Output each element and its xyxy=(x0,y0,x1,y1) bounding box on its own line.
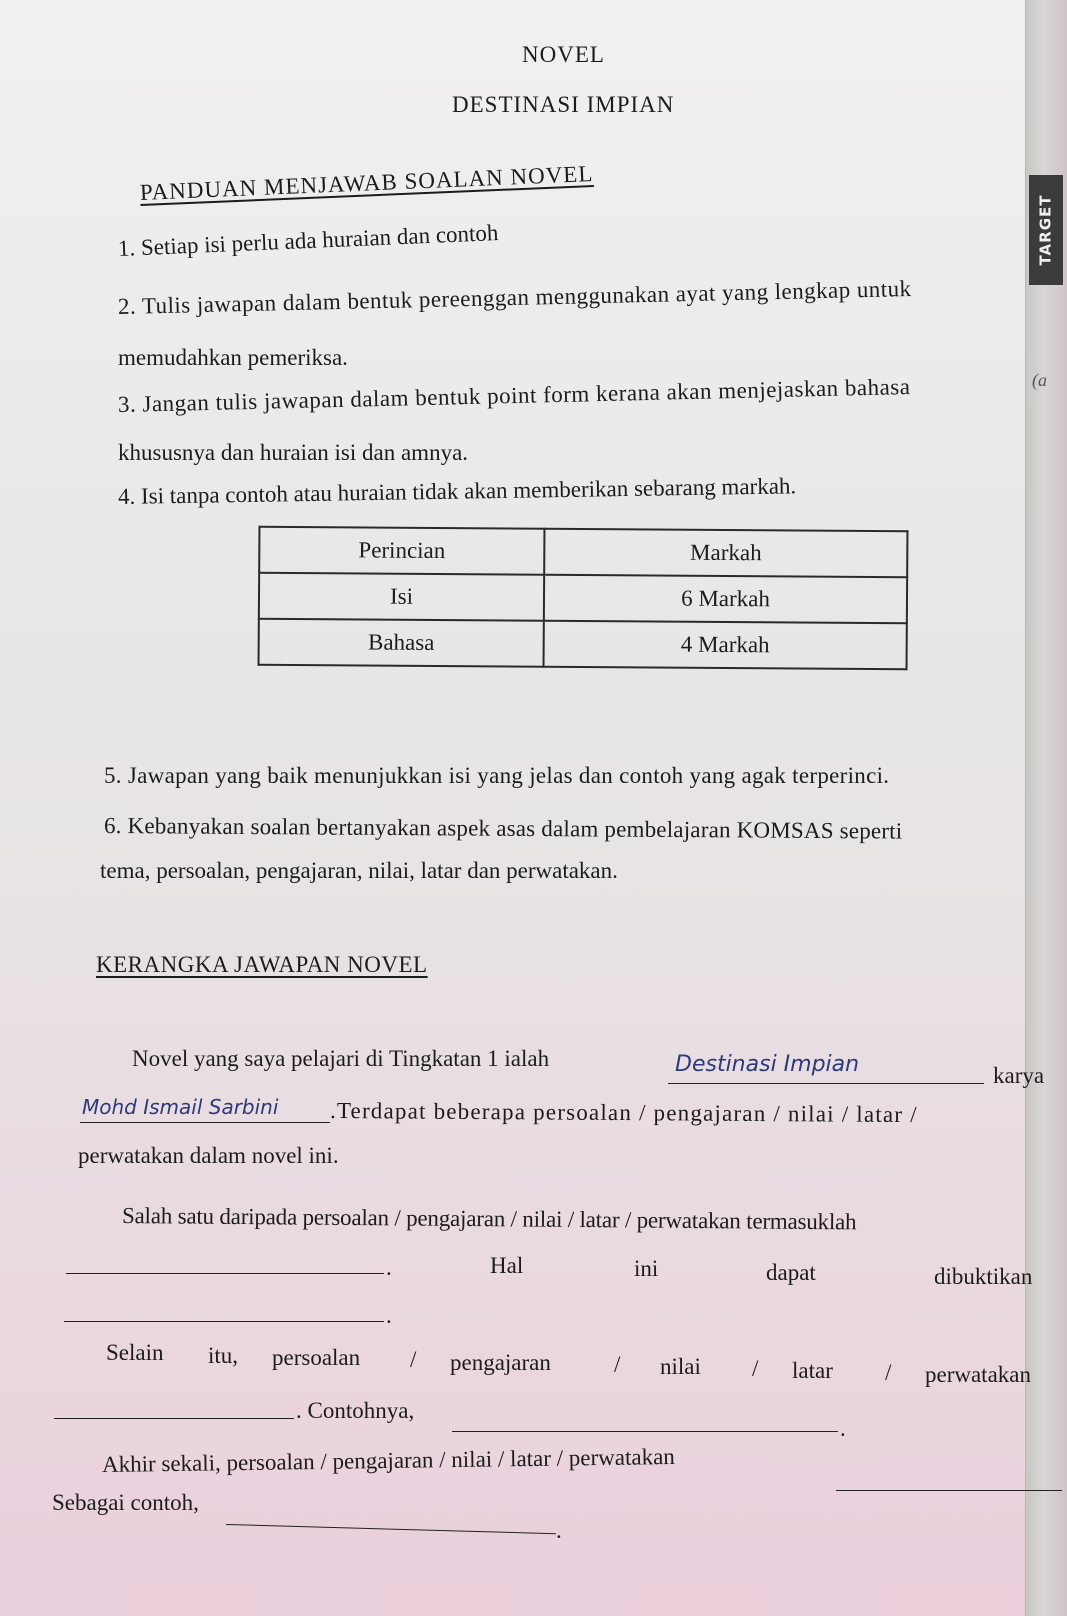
slash: / xyxy=(885,1360,892,1385)
slash: / xyxy=(614,1352,621,1377)
guide-item-2-cont: memudahkan pemeriksa. xyxy=(118,345,348,370)
margin-mark: (a xyxy=(1032,370,1047,390)
table-cell: Isi xyxy=(259,573,544,621)
table-header-markah: Markah xyxy=(544,529,907,578)
blank-p2-1 xyxy=(66,1273,384,1274)
framework-p4-start: Akhir sekali, persoalan / pengajaran / nilai / latar / perwatakan xyxy=(101,1444,675,1477)
page-subtitle: DESTINASI IMPIAN xyxy=(452,92,675,117)
table-cell: 6 Markah xyxy=(544,575,907,624)
framework-p3-pengajaran: pengajaran xyxy=(450,1350,551,1375)
guide-heading: PANDUAN MENJAWAB SOALAN NOVEL xyxy=(139,161,594,205)
table-cell: 4 Markah xyxy=(544,621,907,670)
dot: . xyxy=(386,1255,392,1280)
blank-author xyxy=(80,1122,330,1123)
framework-p4-sebagai: Sebagai contoh, xyxy=(52,1490,199,1515)
framework-p2-dapat: dapat xyxy=(766,1260,816,1285)
blank-p3-2 xyxy=(452,1431,838,1432)
blank-p3-1 xyxy=(54,1418,294,1419)
framework-p3-persoalan: persoalan xyxy=(272,1345,361,1370)
guide-item-6: 6. Kebanyakan soalan bertanyakan aspek asas dalam pembelajaran KOMSAS seperti xyxy=(103,813,903,844)
slash: / xyxy=(410,1347,417,1372)
guide-item-6-cont: tema, persoalan, pengajaran, nilai, latar dan perwatakan. xyxy=(100,858,618,883)
framework-p2-dibuktikan: dibuktikan xyxy=(934,1264,1033,1289)
table-cell: Bahasa xyxy=(259,619,544,667)
table-row xyxy=(259,619,907,670)
handwritten-title: Destinasi Impian xyxy=(675,1052,860,1077)
target-tab xyxy=(1029,175,1063,285)
framework-p1-start: Novel yang saya pelajari di Tingkatan 1 ialah xyxy=(132,1046,550,1071)
guide-item-4: 4. Isi tanpa contoh atau huraian tidak akan memberikan sebarang markah. xyxy=(117,473,797,509)
framework-p2-ini: ini xyxy=(634,1256,659,1281)
marks-table xyxy=(258,526,909,671)
table-header-perincian: Perincian xyxy=(259,527,544,575)
framework-heading: KERANGKA JAWAPAN NOVEL xyxy=(96,952,428,977)
dot: . xyxy=(556,1518,562,1543)
guide-item-3-cont: khususnya dan huraian isi dan amnya. xyxy=(118,440,469,465)
page-title: NOVEL xyxy=(522,42,605,67)
target-tab-label: TARGET xyxy=(1037,194,1055,266)
handwritten-author: Mohd Ismail Sarbini xyxy=(82,1095,279,1119)
table-header-row xyxy=(259,527,907,578)
framework-p3-perwatakan: perwatakan xyxy=(925,1362,1031,1387)
guide-item-5: 5. Jawapan yang baik menunjukkan isi yang jelas dan contoh yang agak terperinci. xyxy=(104,763,890,788)
guide-item-3: 3. Jangan tulis jawapan dalam bentuk point form kerana akan menjejaskan bahasa xyxy=(117,374,911,417)
blank-title xyxy=(668,1083,984,1084)
framework-p3-nilai: nilai xyxy=(660,1354,701,1379)
blank-p2-2 xyxy=(64,1321,384,1322)
table-row xyxy=(259,573,907,624)
framework-p3-itu: itu, xyxy=(208,1343,239,1368)
framework-p1-end: perwatakan dalam novel ini. xyxy=(78,1143,339,1168)
framework-p3-contohnya: . Contohnya, xyxy=(296,1398,415,1423)
guide-item-1: 1. Setiap isi perlu ada huraian dan contoh xyxy=(117,220,499,261)
slash: / xyxy=(752,1356,759,1381)
blank-p4-1 xyxy=(836,1490,1062,1491)
framework-p1-rest: .Terdapat beberapa persoalan / pengajaran / nilai / latar / xyxy=(329,1098,918,1128)
framework-p3-selain: Selain xyxy=(106,1340,164,1365)
framework-p3-latar: latar xyxy=(792,1358,833,1383)
framework-p2-start: Salah satu daripada persoalan / pengajaran / nilai / latar / perwatakan termasuklah xyxy=(121,1203,857,1235)
guide-item-2: 2. Tulis jawapan dalam bentuk pereenggan menggunakan ayat yang lengkap untuk xyxy=(117,275,912,319)
dot: . xyxy=(386,1303,392,1328)
dot: . xyxy=(840,1416,846,1441)
framework-p1-karya: karya xyxy=(993,1063,1045,1088)
framework-p2-hal: Hal xyxy=(490,1253,524,1278)
